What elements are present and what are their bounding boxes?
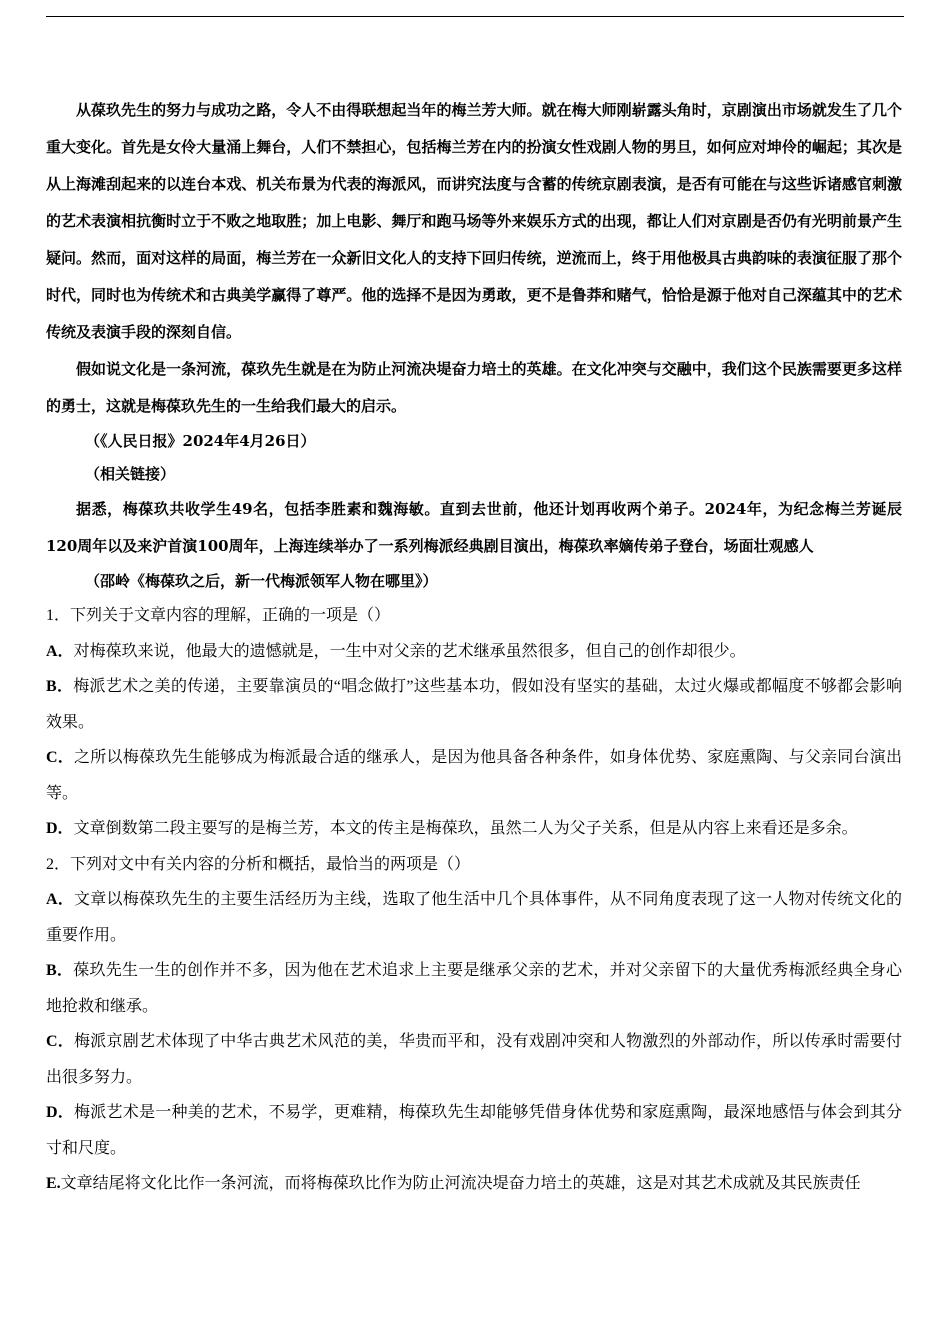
passage-source: （《人民日报》2024年4月26日） bbox=[85, 432, 316, 450]
passage-paragraph-1: 从葆玖先生的努力与成功之路，令人不由得联想起当年的梅兰芳大师。就在梅大师刚崭露头角时，京剧演出市场就发生了几个重大变化。首先是女伶大量涌上舞台，人们不禁担心，包括梅兰芳在内的扮演女性戏剧人物的男旦，如何应对坤伶的崛起；其次是从上海滩刮起来的以连台本戏、机关布景为代表的海派风，而讲究法度与含蓄的传统京剧表演，是否有可能在与这些诉诸感官刺激的艺术表演相抗衡时立于不败之地取胜；加上电影、舞厅和跑马场等外来娱乐方式的出现，都让人们对京剧是否仍有光明前景产生疑问。然而，面对这样的局面，梅兰芳在一众新旧文化人的支持下回归传统，逆流而上，终于用他极具古典韵味的表演征服了那个时代，同时也为传统术和古典美学赢得了尊严。他的选择不是因为勇敢，更不是鲁莽和赌气，恰恰是源于他对自己深蕴其中的艺术传统及表演手段的深刻自信。 bbox=[46, 101, 902, 341]
question-1-title: 1．下列关于文章内容的理解，正确的一项是（） bbox=[46, 607, 391, 624]
question-2-option-c: C．梅派京剧艺术体现了中华古典艺术风范的美，华贵而平和，没有戏剧冲突和人物激烈的外部动作，所以传承时需要付出很多努力。 bbox=[46, 1033, 902, 1086]
question-2-option-b: B．葆玖先生一生的创作并不多，因为他在艺术追求上主要是继承父亲的艺术，并对父亲留下的大量优秀梅派经典全身心地抢救和继承。 bbox=[46, 962, 902, 1015]
question-2-option-a: A．文章以梅葆玖先生的主要生活经历为主线，选取了他生活中几个具体事件，从不同角度表现了这一人物对传统文化的重要作用。 bbox=[46, 891, 902, 944]
question-1-option-c: C．之所以梅葆玖先生能够成为梅派最合适的继承人，是因为他具备各种条件，如身体优势、家庭熏陶、与父亲同台演出等。 bbox=[46, 749, 902, 802]
question-1-option-a: A．对梅葆玖来说，他最大的遗憾就是，一生中对父亲的艺术继承虽然很多，但自己的创作却很少。 bbox=[46, 642, 746, 660]
header-rule bbox=[46, 16, 904, 17]
question-2-option-d: D．梅派艺术是一种美的艺术，不易学，更难精，梅葆玖先生却能够凭借身体优势和家庭熏陶，最深地感悟与体会到其分寸和尺度。 bbox=[46, 1104, 902, 1157]
related-link-text: 据悉，梅葆玖共收学生49名，包括李胜素和魏海敏。直到去世前，他还计划再收两个弟子。2024年，为纪念梅兰芳诞辰120周年以及来沪首演100周年，上海连续举办了一系列梅派经典剧目演出，梅葆玖率嫡传弟子登台，场面壮观感人 bbox=[46, 500, 902, 555]
question-1-option-d: D．文章倒数第二段主要写的是梅兰芳，本文的传主是梅葆玖，虽然二人为父子关系，但是从内容上来看还是多余。 bbox=[46, 820, 858, 837]
related-link-source: （邵岭《梅葆玖之后，新一代梅派领军人物在哪里》） bbox=[85, 572, 438, 590]
document-content bbox=[46, 92, 902, 1202]
passage-paragraph-2: 假如说文化是一条河流，葆玖先生就是在为防止河流决堤奋力培土的英雄。在文化冲突与交融中，我们这个民族需要更多这样的勇士，这就是梅葆玖先生的一生给我们最大的启示。 bbox=[46, 360, 902, 415]
question-1-option-b: B．梅派艺术之美的传递，主要靠演员的“唱念做打”这些基本功，假如没有坚实的基础，太过火爆或都幅度不够都会影响效果。 bbox=[46, 678, 902, 731]
question-2-title: 2．下列对文中有关内容的分析和概括，最恰当的两项是（） bbox=[46, 855, 471, 873]
related-link-label: （相关链接） bbox=[85, 465, 176, 483]
question-2-option-e: E.文章结尾将文化比作一条河流，而将梅葆玖比作为防止河流决堤奋力培土的英雄，这是对其艺术成就及其民族责任 bbox=[46, 1175, 861, 1192]
